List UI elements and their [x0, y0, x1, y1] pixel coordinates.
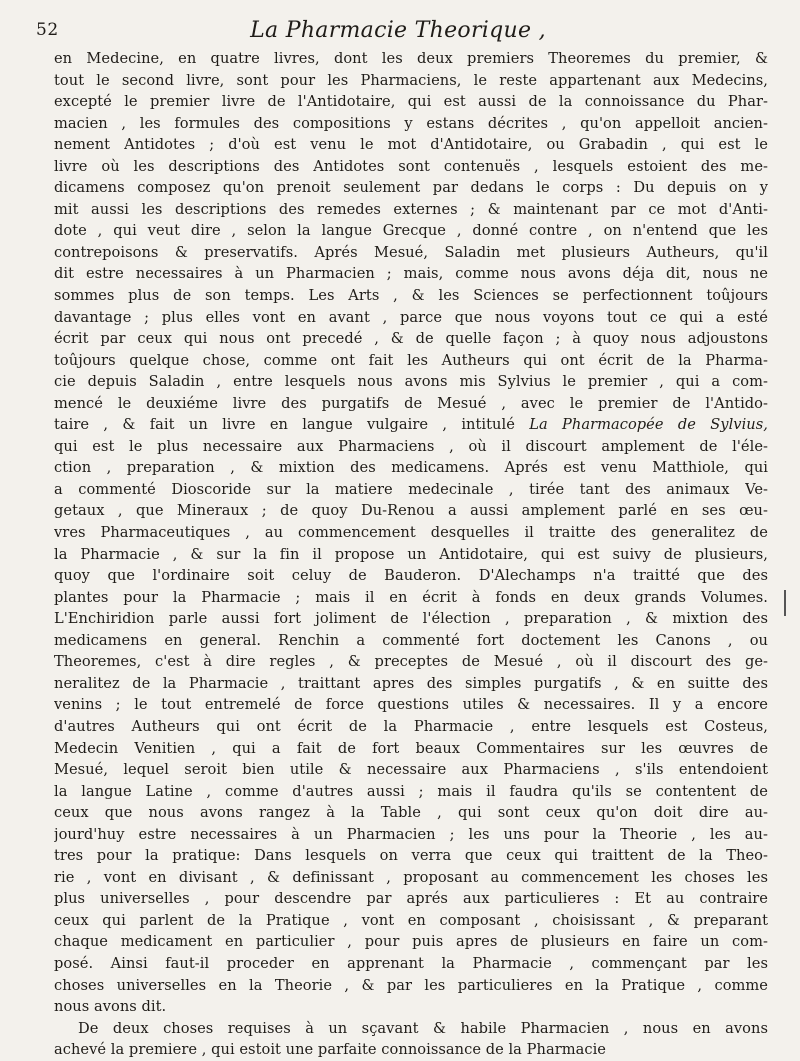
body-text	[54, 48, 768, 1061]
text-line: Medecin Venitien , qui a fait de fort beaux Commentaires sur les œuvres de	[54, 739, 768, 757]
margin-mark	[784, 590, 786, 616]
text-line: la Pharmacie , & sur la fin il propose un Antidotaire, qui est suivy de plusieurs,	[54, 545, 768, 563]
text-line: dote , qui veut dire , selon la langue Grecque , donné contre , on n'entend que les	[54, 222, 768, 240]
text-line: excepté le premier livre de l'Antidotaire, qui est aussi de la connoissance du Phar-	[54, 93, 768, 111]
text-line: jourd'huy estre necessaires à un Pharmacien ; les uns pour la Theorie , les au-	[54, 825, 768, 843]
text-line: Theoremes, c'est à dire regles , & preceptes de Mesué , où il discourt des ge-	[54, 653, 768, 671]
text-line: dit estre necessaires à un Pharmacien ; mais, comme nous avons déja dit, nous ne	[54, 265, 768, 283]
text-line: posé. Ainsi faut-il proceder en apprenant la Pharmacie , commençant par les	[54, 954, 768, 972]
text-line: Mesué, lequel seroit bien utile & necessaire aux Pharmaciens , s'ils entendoient	[54, 761, 768, 779]
text-line: a commenté Dioscoride sur la matiere medecinale , tirée tant des animaux Ve-	[54, 480, 768, 498]
page-number: 52	[36, 20, 59, 40]
text-line: choses universelles en la Theorie , & par les particulieres en la Pratique , comme	[54, 976, 768, 994]
text-line: plantes pour la Pharmacie ; mais il en écrit à fonds en deux grands Volumes.	[54, 588, 768, 606]
text-line: neralitez de la Pharmacie , traittant apres des simples purgatifs , & en suitte des	[54, 674, 768, 692]
text-line: achevé la premiere , qui estoit une parfaite connoissance de la Pharmacie	[54, 1041, 606, 1059]
text-line: davantage ; plus elles vont en avant , parce que nous voyons tout ce qui a esté	[54, 308, 768, 326]
text-line: d'autres Autheurs qui ont écrit de la Pharmacie , entre lesquels est Costeus,	[54, 717, 768, 735]
text-line: sommes plus de son temps. Les Arts , & les Sciences se perfectionnent toûjours	[54, 287, 768, 305]
text-line: livre où les descriptions des Antidotes sont contenuës , lesquels estoient des me-	[54, 157, 768, 175]
text-line: nement Antidotes ; d'où est venu le mot d'Antidotaire, ou Grabadin , qui est le	[54, 136, 768, 154]
text-line: nous avons dit.	[54, 998, 167, 1016]
text-line: chaque medicament en particulier , pour puis apres de plusieurs en faire un com-	[54, 933, 768, 951]
text-line: macien , les formules des compositions y estans décrites , qu'on appelloit ancien-	[54, 114, 768, 132]
text-line: ction , preparation , & mixtion des medicamens. Aprés est venu Matthiole, qui	[54, 459, 768, 477]
text-line: dicamens composez qu'on prenoit seulement par dedans le corps : Du depuis on y	[54, 179, 768, 197]
text-line: mencé le deuxiéme livre des purgatifs de Mesué , avec le premier de l'Antido-	[54, 394, 768, 412]
text-line: qui est le plus necessaire aux Pharmaciens , où il discourt amplement de l'éle-	[54, 437, 768, 455]
text-line: cie depuis Saladin , entre lesquels nous avons mis Sylvius le premier , qui a com-	[54, 373, 768, 391]
text-line: contrepoisons & preservatifs. Aprés Mesué, Saladin met plusieurs Autheurs, qu'il	[54, 243, 768, 261]
text-line: écrit par ceux qui nous ont precedé , & de quelle façon ; à quoy nous adjoustons	[54, 330, 768, 348]
text-line: taire , & fait un livre en langue vulgaire , intitulé La Pharmacopée de Sylvius,	[54, 416, 768, 434]
text-line: getaux , que Mineraux ; de quoy Du-Renou a aussi amplement parlé en ses œu-	[54, 502, 768, 520]
text-line: la langue Latine , comme d'autres aussi ; mais il faudra qu'ils se contentent de	[54, 782, 768, 800]
book-title-italic: La Pharmacopée de Sylvius,	[529, 416, 768, 434]
page-header	[36, 18, 760, 46]
text-line: medicamens en general. Renchin a commenté fort doctement les Canons , ou	[54, 631, 768, 649]
text-line: venins ; le tout entremelé de force questions utiles & necessaires. Il y a encore	[54, 696, 768, 714]
text-line: tres pour la pratique: Dans lesquels on verra que ceux qui traittent de la Theo-	[54, 847, 768, 865]
text-line: vres Pharmaceutiques , au commencement desquelles il traitte des generalitez de	[54, 524, 768, 542]
text-line: ceux qui parlent de la Pratique , vont en composant , choisissant , & preparant	[54, 911, 768, 929]
running-title: La Pharmacie Theorique ,	[250, 18, 546, 43]
text-line: mit aussi les descriptions des remedes externes ; & maintenant par ce mot d'Anti-	[54, 200, 768, 218]
text-line: rie , vont en divisant , & definissant , proposant au commencement les choses les	[54, 868, 768, 886]
text-line: tout le second livre, sont pour les Pharmaciens, le reste appartenant aux Medecins,	[54, 71, 768, 89]
text-line: en Medecine, en quatre livres, dont les deux premiers Theoremes du premier, &	[54, 50, 768, 67]
text-line: L'Enchiridion parle aussi fort joliment de l'élection , preparation , & mixtion des	[54, 610, 768, 628]
text-line: De deux choses requises à un sçavant & habile Pharmacien , nous en avons	[78, 1019, 768, 1037]
text-line: toûjours quelque chose, comme ont fait les Autheurs qui ont écrit de la Pharma-	[54, 351, 768, 369]
text-line: ceux que nous avons rangez à la Table , qui sont ceux qu'on doit dire au-	[54, 804, 768, 822]
text-line: quoy que l'ordinaire soit celuy de Bauderon. D'Alechamps n'a traitté que des	[54, 567, 768, 585]
text-line: plus universelles , pour descendre par aprés aux particulieres : Et au contraire	[54, 890, 768, 908]
